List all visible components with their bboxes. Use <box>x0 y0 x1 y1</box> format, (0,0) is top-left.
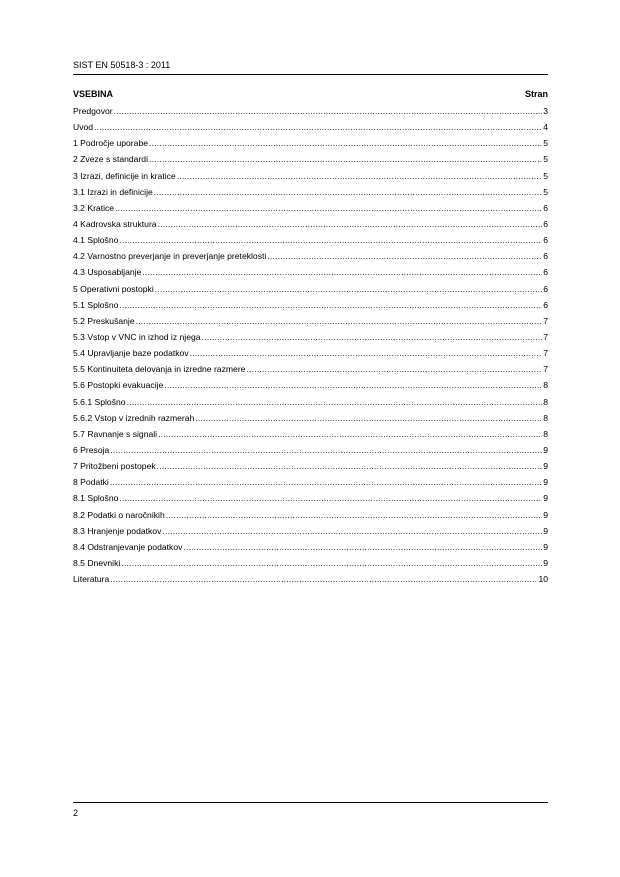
toc-entry-3-2[interactable] <box>73 203 548 219</box>
toc-entry-8-4[interactable] <box>73 542 548 558</box>
toc-entry-5-7[interactable] <box>73 429 548 445</box>
toc-leader-dots <box>136 316 543 326</box>
toc-entry-8-5[interactable] <box>73 558 548 574</box>
toc-entry-4-1[interactable] <box>73 235 548 251</box>
toc-entry-label: 4 Kadrovska struktura <box>73 218 157 229</box>
toc-entry-3-1[interactable] <box>73 187 548 203</box>
toc-entry-page: 8 <box>543 428 548 439</box>
toc-entry-label: 4.1 Splošno <box>73 235 119 246</box>
footer-divider <box>73 802 548 803</box>
toc-entry-page: 3 <box>543 106 548 116</box>
toc-leader-dots <box>177 171 543 181</box>
toc-entry-2[interactable] <box>73 154 548 170</box>
toc-leader-dots <box>127 397 543 407</box>
toc-entry-page: 6 <box>543 251 548 262</box>
toc-entry-page: 5 <box>543 170 548 181</box>
toc-entry-5-2[interactable] <box>73 316 548 332</box>
toc-leader-dots <box>110 477 542 487</box>
toc-entry-label: Predgovor <box>73 106 113 116</box>
toc-leader-dots <box>121 558 542 568</box>
toc-entry-page: 6 <box>543 299 548 310</box>
toc-entry-label: 5.7 Ravnanje s signali <box>73 428 158 439</box>
toc-entry-label: 4.2 Varnostno preverjanje in preverjanje preteklosti <box>73 251 267 262</box>
toc-entry-label: 5.3 Vstop v VNC in izhod iz njega <box>73 331 201 342</box>
toc-entry-5-6-2[interactable] <box>73 413 548 429</box>
toc-entry-page: 9 <box>543 541 548 552</box>
toc-entry-uvod[interactable] <box>73 122 548 138</box>
toc-entry-label: 3 Izrazi, definicije in kratice <box>73 170 176 181</box>
toc-entry-page: 6 <box>543 235 548 246</box>
toc-page-column-label: Stran <box>524 89 548 99</box>
toc-entry-label: 2 Zveze s standardi <box>73 154 148 165</box>
toc-entry-label: 5.6.1 Splošno <box>73 396 126 407</box>
toc-entry-label: 5 Operativni postopki <box>73 283 154 294</box>
toc-entry-label: 7 Pritožbeni postopek <box>73 461 156 472</box>
toc-leader-dots <box>119 300 542 310</box>
toc-leader-dots <box>110 574 537 584</box>
toc-entry-label: 5.1 Splošno <box>73 299 119 310</box>
toc-entry-5-5[interactable] <box>73 364 548 380</box>
toc-entry-5-6-1[interactable] <box>73 397 548 413</box>
toc-entry-page: 9 <box>543 557 548 568</box>
toc-entry-page: 7 <box>543 331 548 342</box>
toc-leader-dots <box>94 122 542 132</box>
toc-leader-dots <box>162 526 542 536</box>
toc-leader-dots <box>195 413 542 423</box>
header-divider <box>73 74 548 75</box>
toc-entry-page: 5 <box>543 138 548 149</box>
toc-leader-dots <box>119 235 542 245</box>
toc-entry-label: 1 Področje uporabe <box>73 138 149 149</box>
toc-entry-label: 8.4 Odstranjevanje podatkov <box>73 541 183 552</box>
toc-leader-dots <box>246 364 542 374</box>
toc-leader-dots <box>155 284 542 294</box>
toc-entry-page: 8 <box>543 380 548 391</box>
page-number: 2 <box>73 808 79 818</box>
toc-entry-page: 6 <box>543 202 548 213</box>
toc-leader-dots <box>149 138 542 148</box>
toc-leader-dots <box>202 332 543 342</box>
toc-leader-dots <box>115 203 542 213</box>
toc-entry-page: 6 <box>543 218 548 229</box>
toc-entry-6[interactable] <box>73 445 548 461</box>
toc-entry-label: 3.2 Kratice <box>73 202 115 213</box>
toc-leader-dots <box>183 542 542 552</box>
toc-leader-dots <box>114 106 543 116</box>
toc-entry-label: 5.5 Kontinuiteta delovanja in izredne razmere <box>73 364 246 375</box>
toc-entry-8-3[interactable] <box>73 526 548 542</box>
toc-entry-page: 7 <box>543 364 548 375</box>
toc-leader-dots <box>154 187 542 197</box>
toc-leader-dots <box>119 493 542 503</box>
toc-entry-page: 4 <box>543 122 548 133</box>
toc-leader-dots <box>157 461 543 471</box>
toc-entry-page: 7 <box>543 348 548 359</box>
toc-entry-label: 5.2 Preskušanje <box>73 315 135 326</box>
toc-leader-dots <box>267 251 542 261</box>
toc-entry-predgovor[interactable] <box>73 106 548 122</box>
toc-entry-label: 3.1 Izrazi in definicije <box>73 186 153 197</box>
toc-entry-8[interactable] <box>73 477 548 493</box>
toc-entry-page: 6 <box>543 267 548 278</box>
toc-entry-page: 6 <box>543 283 548 294</box>
toc-entry-label: 5.6.2 Vstop v izrednih razmerah <box>73 412 195 423</box>
toc-entry-7[interactable] <box>73 461 548 477</box>
toc-heading-row <box>73 89 548 100</box>
toc-entry-label: 5.6 Postopki evakuacije <box>73 380 164 391</box>
toc-entry-label: Uvod <box>73 122 94 133</box>
toc-leader-dots <box>158 219 543 229</box>
toc-leader-dots <box>110 445 542 455</box>
toc-entry-label: 8.3 Hranjenje podatkov <box>73 525 162 536</box>
toc-entry-8-1[interactable] <box>73 493 548 509</box>
toc-entry-4-2[interactable] <box>73 251 548 267</box>
toc-entry-page: 10 <box>538 574 548 585</box>
toc-entry-page: 5 <box>543 186 548 197</box>
toc-entry-page: 8 <box>543 396 548 407</box>
toc-title: VSEBINA <box>73 89 114 99</box>
toc-entry-3[interactable] <box>73 171 548 187</box>
toc-entry-5-4[interactable] <box>73 348 548 364</box>
document-header: SIST EN 50518-3 : 2011 <box>73 60 171 70</box>
toc-leader-dots <box>166 510 542 520</box>
toc-entry-4[interactable] <box>73 219 548 235</box>
toc-entry-label: 8 Podatki <box>73 477 109 488</box>
toc-entry-5-3[interactable] <box>73 332 548 348</box>
toc-entry-page: 5 <box>543 154 548 165</box>
toc-entry-literatura[interactable] <box>73 574 548 590</box>
toc-entry-label: 6 Presoja <box>73 444 110 455</box>
toc-entry-page: 9 <box>543 493 548 504</box>
toc-entry-4-3[interactable] <box>73 267 548 283</box>
toc-entry-page: 8 <box>543 412 548 423</box>
toc-entry-page: 7 <box>543 315 548 326</box>
toc-entry-page: 9 <box>543 444 548 455</box>
toc-entry-label: 4.3 Usposabljanje <box>73 267 142 278</box>
toc-entry-5[interactable] <box>73 284 548 300</box>
toc-entry-page: 9 <box>543 525 548 536</box>
toc-entry-5-1[interactable] <box>73 300 548 316</box>
toc-entry-label: 5.4 Upravljanje baze podatkov <box>73 348 189 359</box>
toc-entry-page: 9 <box>543 461 548 472</box>
toc-entry-label: 8.5 Dnevniki <box>73 557 121 568</box>
table-of-contents <box>73 106 548 590</box>
toc-leader-dots <box>142 267 542 277</box>
toc-entry-page: 9 <box>543 477 548 488</box>
toc-entry-label: 8.2 Podatki o naročnikih <box>73 509 165 520</box>
toc-entry-label: Literatura <box>73 574 110 585</box>
toc-entry-5-6[interactable] <box>73 380 548 396</box>
toc-leader-dots <box>149 154 542 164</box>
toc-entry-label: 8.1 Splošno <box>73 493 119 504</box>
toc-entry-page: 9 <box>543 509 548 520</box>
toc-leader-dots <box>158 429 542 439</box>
toc-leader-dots <box>190 348 543 358</box>
toc-leader-dots <box>164 380 542 390</box>
toc-entry-1[interactable] <box>73 138 548 154</box>
toc-entry-8-2[interactable] <box>73 510 548 526</box>
